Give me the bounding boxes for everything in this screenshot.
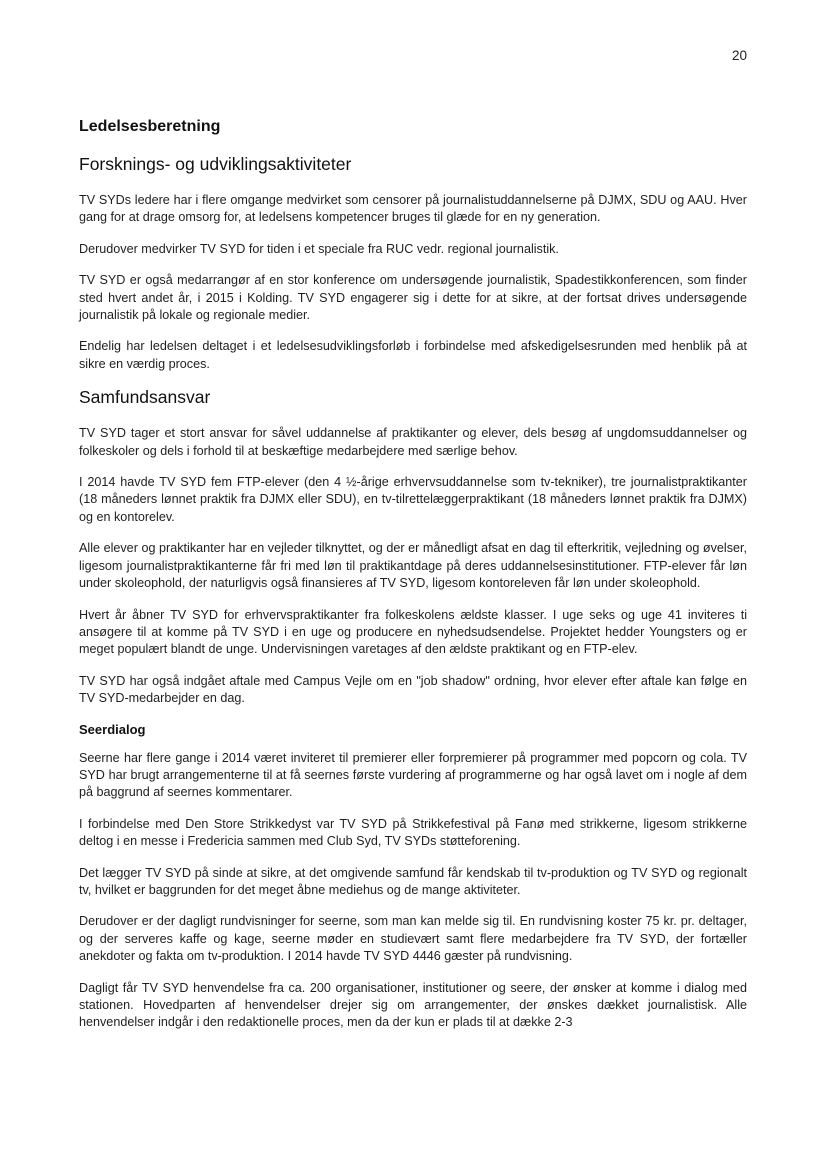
section-forskning bbox=[79, 154, 747, 373]
paragraph: TV SYDs ledere har i flere omgange medvirket som censorer på journalistuddannelserne på DJMX, SDU og AAU. Hver gang for at drage omsorg for, at ledelsens kompetencer bruges til glæde for en ny generation. bbox=[79, 193, 747, 225]
paragraph: Hvert år åbner TV SYD for erhvervspraktikanter fra folkeskolens ældste klasser. I uge seks og uge 41 inviteres ti ansøgere til at komme på TV SYD i en uge og producere en nyhedsudsendelse. Projektet hedder Youngsters og er meget populært blandt de unge. Undervisningen varetages af den ældste praktikant og en FTP-elev. bbox=[79, 607, 747, 657]
paragraph: Derudover er der dagligt rundvisninger for seerne, som man kan melde sig til. En rundvisning koster 75 kr. pr. deltager, og der serveres kaffe og kage, seerne møder en studievært samt flere medarbejdere fra TV SYD, der fortæller anekdoter og fakta om tv-produktion. I 2014 havde TV SYD 4446 gæster på rundvisning. bbox=[79, 914, 747, 964]
section-title: Samfundsansvar bbox=[79, 387, 211, 408]
paragraph: TV SYD tager et stort ansvar for såvel uddannelse af praktikanter og elever, dels besøg af ungdomsuddannelser og folkeskoler og dels i forhold til at beskæftige medarbejdere med særlige behov. bbox=[79, 426, 747, 458]
page-number: 20 bbox=[731, 48, 747, 63]
paragraph: TV SYD har også indgået aftale med Campus Vejle om en "job shadow" ordning, hvor elever efter aftale kan følge en TV SYD-medarbejder en dag. bbox=[79, 673, 747, 706]
page-heading: Ledelsesberetning bbox=[79, 118, 221, 135]
paragraph: TV SYD er også medarrangør af en stor konference om undersøgende journalistik, Spadestikkonferencen, som finder sted hvert andet år, i 2015 i Kolding. TV SYD engagerer sig i dette for at sikre, at der fortsat drives undersøgende journalistik på lokale og regionale medier. bbox=[79, 273, 747, 323]
subsection-title: Seerdialog bbox=[79, 721, 146, 737]
paragraph: Dagligt får TV SYD henvendelse fra ca. 200 organisationer, institutioner og seere, der ønsker at komme i dialog med stationen. Hovedparten af henvendelser drejer sig om arrangementer, der ønskes dækket journalistisk. Alle henvendelser indgår i den redaktionelle proces, men da der kun er plads til at dække 2-3 bbox=[79, 980, 747, 1030]
page-content bbox=[79, 118, 747, 1046]
section-seerdialog bbox=[79, 722, 747, 1032]
paragraph: Seerne har flere gange i 2014 været inviteret til premierer eller forpremierer på programmer med popcorn og cola. TV SYD har brugt arrangementerne til at få seernes første vurdering af programmerne og har også lavet om i nogle af dem på baggrund af seernes kommentarer. bbox=[79, 750, 747, 800]
section-title: Forsknings- og udviklingsaktiviteter bbox=[79, 154, 352, 174]
paragraph: I 2014 havde TV SYD fem FTP-elever (den 4 ½-årige erhvervsuddannelse som tv-tekniker), tre journalistpraktikanter (18 måneders lønnet praktik fra DJMX eller SDU), en tv-tilrettelæggerpraktikant (18 måneders lønnet praktik fra DJMX) og en kontorelev. bbox=[79, 475, 747, 524]
paragraph: I forbindelse med Den Store Strikkedyst var TV SYD på Strikkefestival på Fanø med strikkerne, ligesom strikkerne deltog i en messe i Fredericia sammen med Club Syd, TV SYDs støtteforening. bbox=[79, 816, 747, 849]
section-samfundsansvar bbox=[79, 387, 747, 707]
paragraph: Det lægger TV SYD på sinde at sikre, at det omgivende samfund får kendskab til tv-produktion og TV SYD og regionalt tv, hvilket er baggrunden for det meget åbne mediehus og de mange aktiviteter. bbox=[79, 865, 747, 897]
paragraph: Derudover medvirker TV SYD for tiden i et speciale fra RUC vedr. regional journalistik. bbox=[79, 241, 559, 256]
paragraph: Endelig har ledelsen deltaget i et ledelsesudviklingsforløb i forbindelse med afskedigelsesrunden med henblik på at sikre en værdig proces. bbox=[79, 339, 747, 371]
paragraph: Alle elever og praktikanter har en vejleder tilknyttet, og der er månedligt afsat en dag til efterkritik, vejledning og øvelser, ligesom journalistpraktikanterne får fri med løn til praktikantdage på deres uddannelsesinstitutioner. FTP-elever får løn under skoleophold, der naturligvis også finansieres af TV SYD, ligesom kontoreleven får løn under skoleophold. bbox=[79, 541, 747, 591]
